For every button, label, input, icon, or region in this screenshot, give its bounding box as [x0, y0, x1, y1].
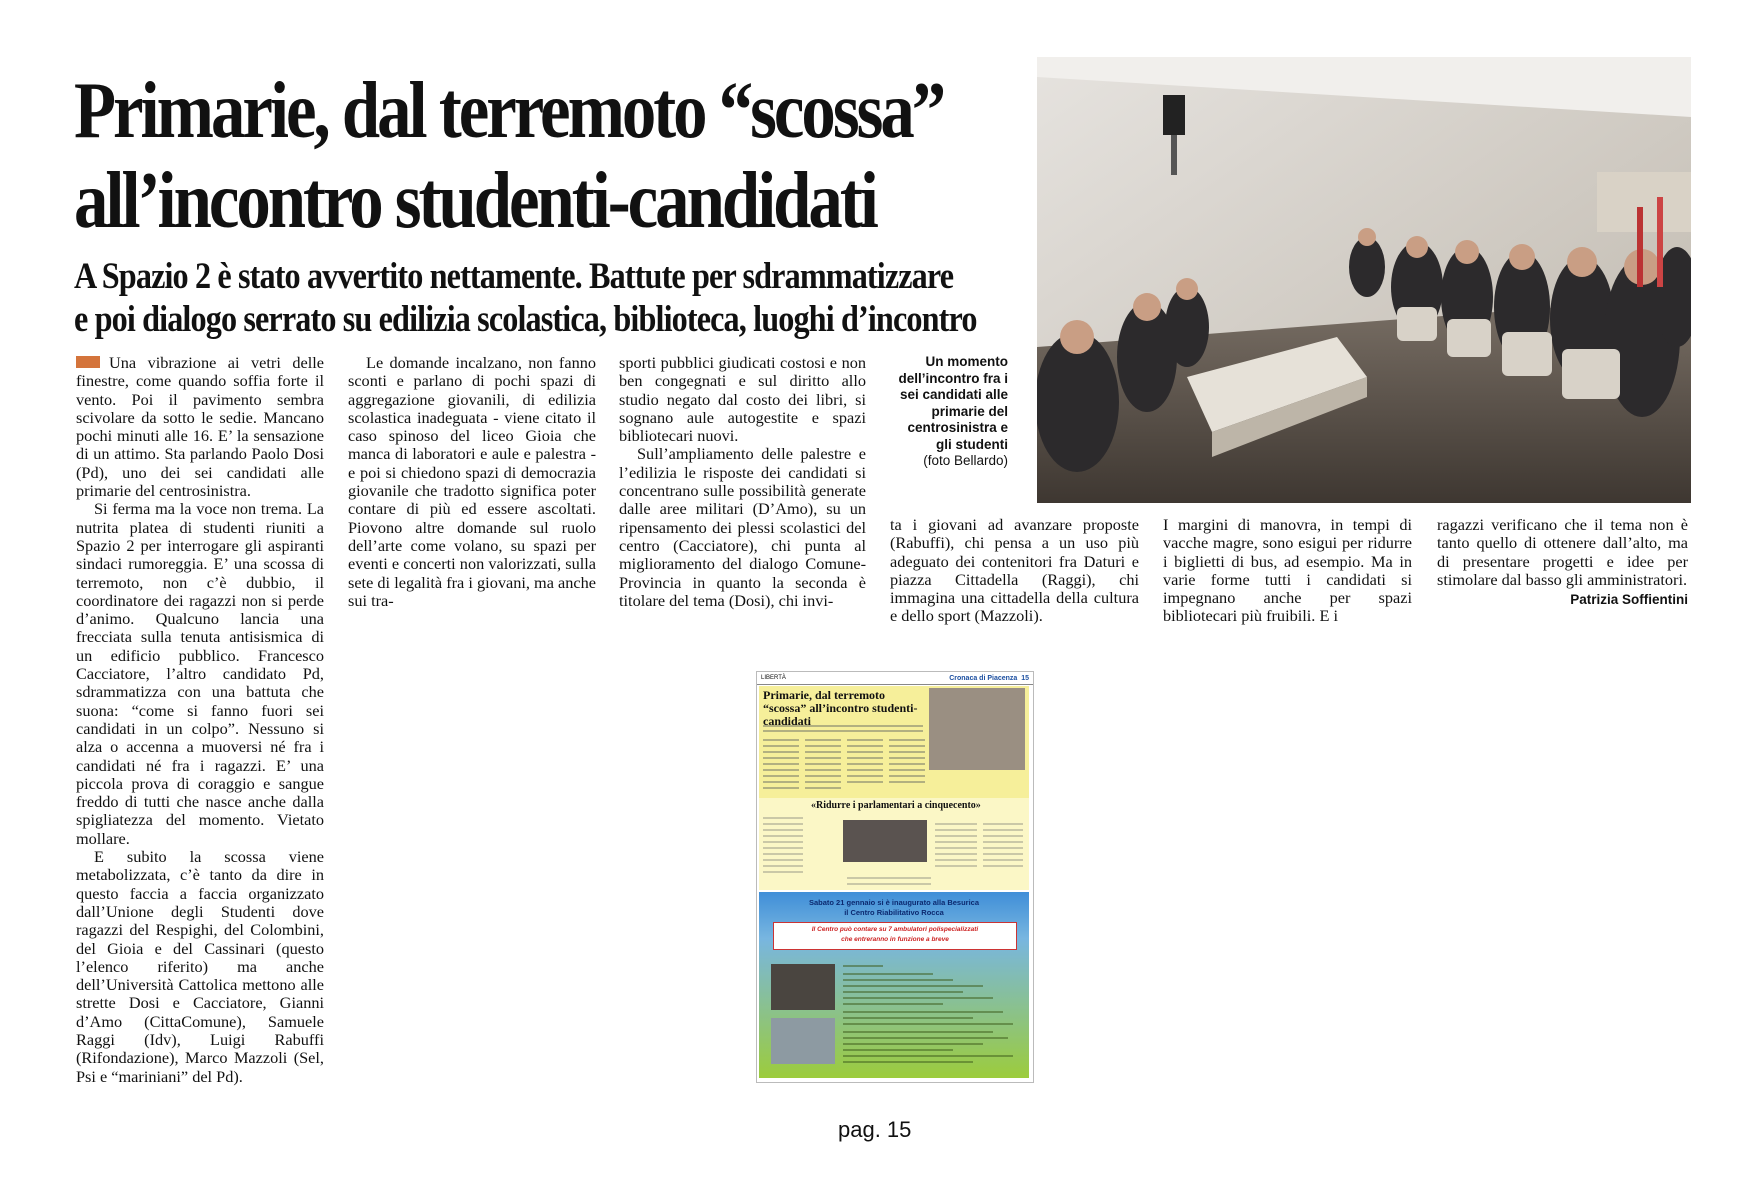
article-photo	[1037, 57, 1691, 503]
photo-caption	[890, 354, 1008, 470]
headline-line-2: all’incontro studenti-candidati	[74, 157, 876, 245]
photo-credit: (foto Bellardo)	[923, 453, 1008, 468]
article-column-6	[1437, 516, 1688, 609]
article-column-5	[1163, 516, 1412, 626]
paragraph: E subito la scossa viene metabolizzata, c’è tanto da dire in questo faccia a faccia organizzato dall’Unione degli Studenti dove ragazzi del Respighi, del Colombini, del Gioia e del Cassinari (questo l’elenco riferito) ma anche dell’Università Cattolica mettono alle strette Dosi e Cacciatore, Gianni d’Amo (CittaComune), Samuele Raggi (Idv), Luigi Rabuffi (Rifondazione), Marco Mazzoli (Sel, Psi e “mariniani” del Pd).	[76, 847, 324, 1086]
article-column-2	[348, 354, 596, 610]
thumbnail-section: Cronaca di Piacenza 15	[949, 674, 1029, 682]
thumbnail-second-text-lines	[763, 814, 1025, 888]
article-start-bullet	[76, 356, 100, 368]
meeting-photo-image	[1037, 57, 1691, 503]
ad-photo-1	[771, 964, 835, 1010]
ad-photo-2	[771, 1018, 835, 1064]
paragraph: I margini di manovra, in tempi di vacche magre, sono esigui per ridurre i biglietti di bus, ad esempio. Ma in varie forme tutti i candidati si impegnano anche per spazi bibliotecari più fruibili. E i	[1163, 515, 1412, 626]
author-byline: Patrizia Soffientini	[1570, 592, 1688, 608]
article-column-3	[619, 354, 866, 610]
article-headline	[74, 66, 944, 246]
article-column-1	[76, 354, 324, 1086]
thumbnail-header	[757, 672, 1033, 685]
paragraph: Le domande incalzano, non fanno sconti e parlano di pochi spazi di aggregazione giovanili, di edilizia scolastica inadeguata - viene citato il caso spinoso del liceo Gioia che manca di laboratori e aule e palestra - e poi si chiedono spazi di democrazia giovanile che tradotto significa poter contare di più ed essere ascoltati. Piovono altre domande sul ruolo dell’arte come volano, su spazi per eventi e concerti non valorizzati, sulla sete di legalità fra i giovani, ma anche sui tra-	[348, 353, 596, 610]
page-number: pag. 15	[838, 1117, 912, 1142]
highlighted-article-box	[759, 686, 1029, 798]
ad-title: Sabato 21 gennaio si è inaugurato alla Besurica il Centro Riabilitativo Rocca	[808, 898, 980, 917]
ad-text-lines	[843, 962, 1023, 1070]
article-subheadline	[74, 255, 977, 341]
paragraph: Sull’ampliamento delle palestre e l’edilizia le risposte dei candidati si concentrano sulle possibilità generate dalle aree militari (D’Amo), su un ripensamento dei plessi scolastici del centro (Cacciatore), chi punta al miglioramento del dialogo Comune-Provincia in quanto la seconda è titolare del tema (Dosi), chi invi-	[619, 444, 866, 610]
paragraph: ragazzi verificano che il tema non è tanto quello di ottenere dall’alto, ma di presentare progetti e idee per stimolare dal basso gli amministratori.	[1437, 515, 1688, 589]
advertisement-box	[759, 892, 1029, 1078]
thumbnail-text-lines	[763, 722, 929, 794]
article-column-4	[890, 516, 1139, 626]
thumbnail-photo	[929, 688, 1025, 770]
paragraph: Una vibrazione ai vetri delle finestre, come quando soffia forte il vento. Poi il pavimento sembra scivolare da sotto le sedie. Mancano pochi minuti alle 16. E’ la sensazione di un attimo. Sta parlando Paolo Dosi (Pd), uno dei sei candidati alle primarie del centrosinistra.	[76, 353, 324, 501]
second-article-box	[759, 798, 1029, 890]
headline-line-1: Primarie, dal terremoto “scossa”	[74, 67, 944, 155]
page-thumbnail	[757, 672, 1033, 1082]
subhead-line-2: e poi dialogo serrato su edilizia scolastica, biblioteca, luoghi d’incontro	[74, 299, 977, 340]
paragraph: Si ferma ma la voce non trema. La nutrita platea di studenti riuniti a Spazio 2 per interrogare gli aspiranti sindaci rumoreggia. E’ una scossa di terremoto, non c’è dubbio, il coordinatore dei ragazzi non si perde d’animo. Qualcuno lancia una frecciata sulla tenuta antisismica di un edificio pubblico. Francesco Cacciatore, l’altro candidato Pd, sdrammatizza con una battuta che suona: “come si fanno fuori sei candidati in un colpo”. Nessuno si alza o accenna a muoversi né fra i candidati né fra i ragazzi. E’ una piccola prova di coraggio e sangue freddo di tutti che nasce anche dalla spigliatezza del momento. Vietato mollare.	[76, 499, 324, 848]
caption-text: Un momento dell’incontro fra i sei candidati alle primarie del centrosinistra e gli studenti	[898, 354, 1008, 452]
paragraph: sporti pubblici giudicati costosi e non ben congegnati e sul diritto allo studio negato dal costo dei libri, si sognano aule autogestite e spazi bibliotecari nuovi.	[619, 353, 866, 446]
subhead-line-1: A Spazio 2 è stato avvertito nettamente. Battute per sdrammatizzare	[74, 256, 954, 297]
thumbnail-masthead: LIBERTÀ	[761, 675, 786, 681]
thumbnail-headline: Primarie, dal terremoto “scossa” all’incontro studenti-candidati	[763, 688, 918, 728]
ad-subtitle: Il Centro può contare su 7 ambulatori polispecializzati che entreranno in funzione a breve	[773, 922, 1017, 950]
thumbnail-second-headline: «Ridurre i parlamentari a cinquecento»	[811, 800, 981, 811]
paragraph: ta i giovani ad avanzare proposte (Rabuffi), chi pensa a un uso più adeguato dei contenitori fra Daturi e piazza Cittadella (Raggi), chi immagina una cittadella della cultura e dello sport (Mazzoli).	[890, 515, 1139, 626]
